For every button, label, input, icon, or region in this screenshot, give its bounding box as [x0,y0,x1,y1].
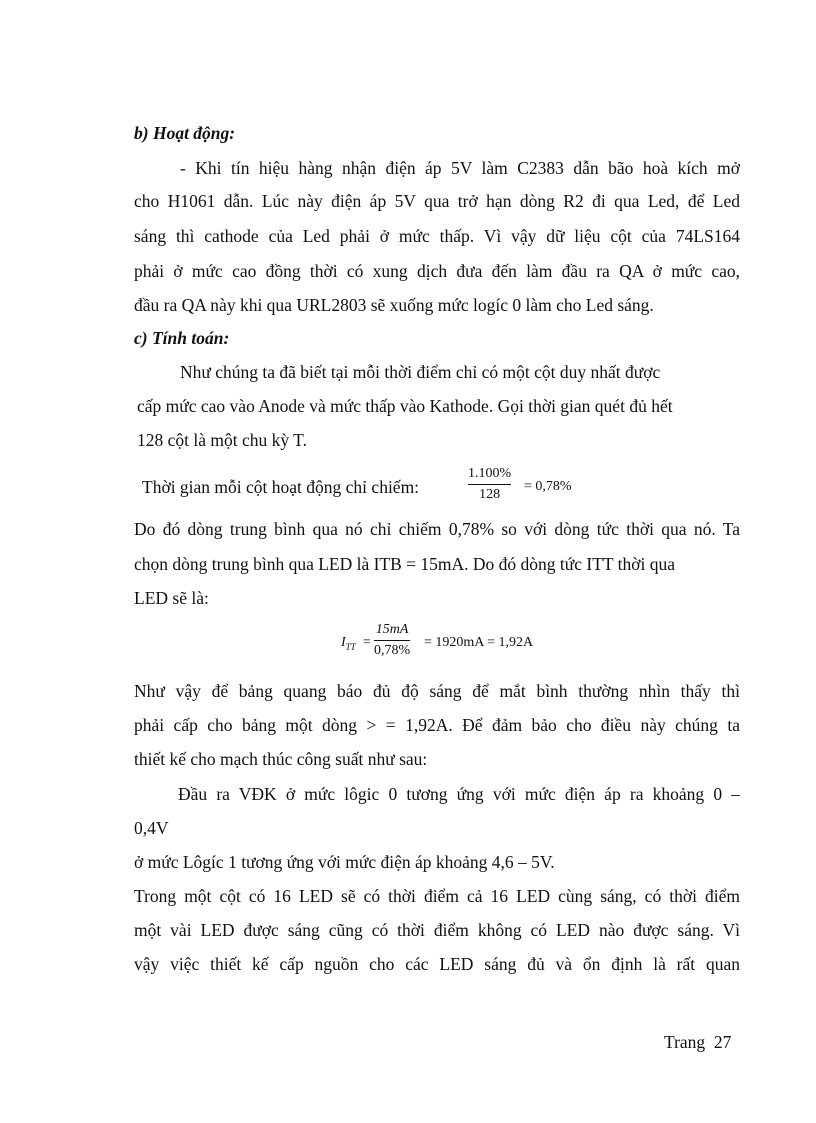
page-footer [664,1031,731,1053]
paragraph-line: 128 cột là một chu kỳ T. [137,430,307,450]
paragraph-line: sáng thì cathode của Led phải ở mức thấp. Vì vậy dữ liệu cột của 74LS164 [134,226,740,246]
formula-subscript: TT [345,641,356,652]
fraction-denominator: 0,78% [374,643,411,658]
fraction-numerator: 15mA [375,622,409,637]
paragraph-line: cho H1061 dẫn. Lúc này điện áp 5V qua trở hạn dòng R2 đi qua Led, để Led [134,191,740,211]
paragraph-line: phải cấp cho bảng một dòng > = 1,92A. Để đảm bảo cho điều này chúng ta [134,715,740,735]
formula-fraction [468,466,511,503]
formula-result: = 1920mA = 1,92A [424,635,534,650]
fraction-bar [468,484,511,485]
paragraph-line: thiết kế cho mạch thúc công suất như sau: [134,749,428,769]
paragraph-line: LED sẽ là: [134,588,209,608]
paragraph-line: vậy việc thiết kế cấp nguồn cho các LED sáng đủ và ổn định là rất quan [134,954,740,974]
paragraph-line: ở mức Lôgíc 1 tương ứng với mức điện áp khoảng 4,6 – 5V. [134,852,555,872]
fraction-denominator: 128 [479,487,501,502]
formula-label: Thời gian mỗi cột hoạt động chỉ chiếm: [142,477,420,497]
section-heading-b: b) Hoạt động: [134,123,236,143]
fraction-numerator: 1.100% [468,466,512,481]
formula-equals: = [363,635,371,650]
paragraph-line: chọn dòng trung bình qua LED là ITB = 15mA. Do đó dòng tức ITT thời qua [134,554,676,574]
formula-fraction [374,622,410,659]
paragraph-line: Như vậy để bảng quang báo đủ độ sáng để mắt bình thường nhìn thấy thì [134,681,740,701]
section-heading-c: c) Tính toán: [134,328,230,348]
paragraph-line: đầu ra QA này khi qua URL2803 sẽ xuống mức logíc 0 làm cho Led sáng. [134,295,654,315]
fraction-bar [374,640,410,641]
paragraph-line: cấp mức cao vào Anode và mức thấp vào Kathode. Gọi thời gian quét đủ hết [137,396,673,416]
paragraph-line: Như chúng ta đã biết tại mỗi thời điểm chỉ có một cột duy nhất được [180,362,661,382]
paragraph-line: Đầu ra VĐK ở mức lôgic 0 tương ứng với mức điện áp ra khoảng 0 – [178,784,740,804]
formula-lhs [341,632,356,658]
paragraph-line: Trong một cột có 16 LED sẽ có thời điểm cả 16 LED cùng sáng, có thời điểm [134,886,740,906]
page-number: 27 [713,1032,732,1052]
paragraph-line: phải ở mức cao đồng thời có xung dịch đưa đến làm đầu ra QA ở mức cao, [134,261,740,281]
formula-variable: I [341,635,346,650]
paragraph-line: 0,4V [134,818,169,838]
paragraph-line: Do đó dòng trung bình qua nó chỉ chiếm 0,78% so với dòng tức thời qua nó. Ta [134,519,740,539]
formula-result: = 0,78% [524,479,572,494]
paragraph-line: - Khi tín hiệu hàng nhận điện áp 5V làm C2383 dẫn bão hoà kích mở [180,158,740,178]
paragraph-line: một vài LED được sáng cũng có thời điểm không có LED nào được sáng. Vì [134,920,740,940]
footer-label: Trang [664,1032,706,1052]
